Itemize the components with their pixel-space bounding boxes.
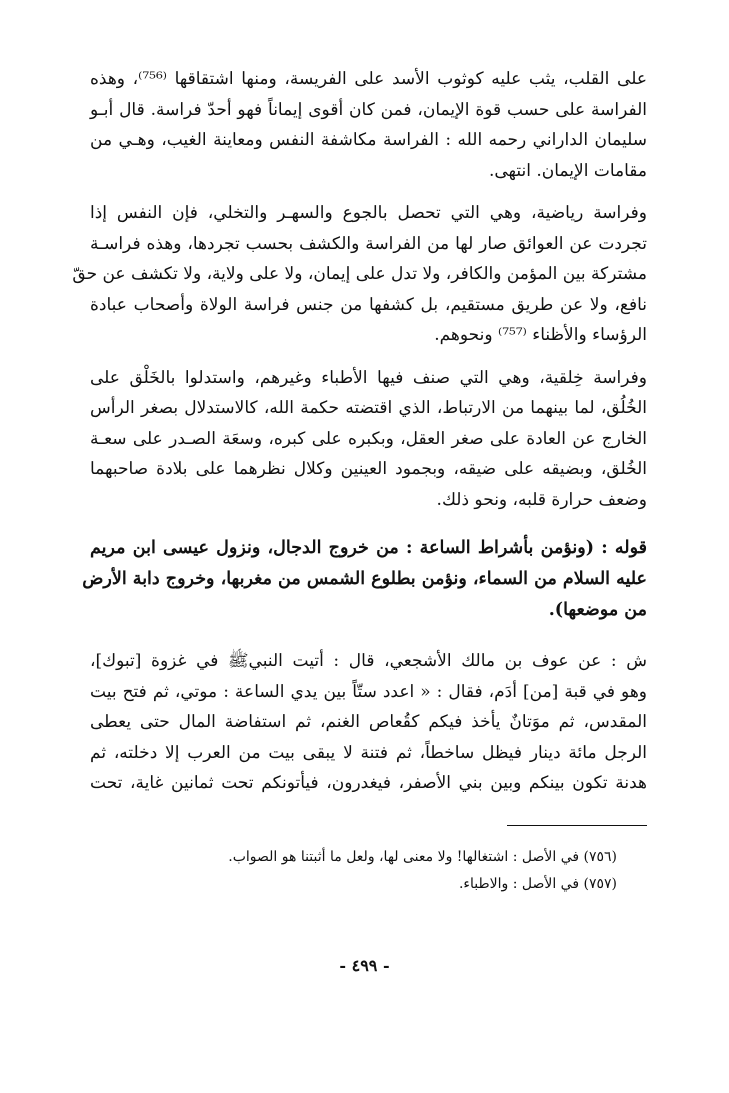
- text-line: وضعف حرارة قلبه، ونحو ذلك.: [436, 489, 647, 510]
- text-line: هدنة تكون بينكم وبين بني الأصفر، فيغدرون، فيأتونكم تحت ثمانين غاية، تحت: [90, 773, 647, 793]
- footnote-757: (٧٥٧) في الأصل : والاطباء.: [458, 875, 617, 892]
- text-line: مشتركة بين المؤمن والكافر، ولا تدل على إيمان، ولا على ولاية، ولا تكشف عن حقّ: [72, 264, 647, 284]
- text-line: الخارج عن العادة على صغر العقل، وبكبره على كبره، وسعَة الصـدر على سعـة: [90, 428, 647, 449]
- commentary-block: [90, 646, 647, 799]
- paragraph: [90, 363, 647, 516]
- text-line: الرؤساء والأظناء ⁽⁷⁵⁷⁾ ونحوهم.: [434, 325, 647, 345]
- footnote-separator: [507, 825, 647, 826]
- text-line: مقامات الإيمان. انتهى.: [488, 160, 647, 181]
- text-line: وفراسة خِلقية، وهي التي صنف فيها الأطباء وغيرهم، واستدلوا بالخَلْق على: [90, 367, 647, 388]
- text-line: من موضعها).: [548, 600, 647, 620]
- paragraph: [72, 198, 647, 351]
- text-line: تجردت عن العوائق صار لها من الفراسة والكشف بحسب تجردها، وهذه فراسـة: [90, 233, 647, 254]
- text-line: على القلب، يثب عليه كوثوب الأسد على الفريسة، ومنها اشتقاقها ⁽⁷⁵⁶⁾، وهذه: [90, 69, 647, 89]
- body-text: [72, 64, 647, 515]
- text-line: الرجل مائة دينار فيظل ساخطاً، ثم فتنة لا يبقى بيت من العرب إلا دخلته، ثم: [90, 742, 647, 763]
- footnotes: [90, 844, 617, 898]
- text-line: وفراسة رياضية، وهي التي تحصل بالجوع والسهـر والتخلي، فإن النفس إذا: [90, 203, 647, 223]
- text-line: الخُلُق، لما بينهما من الارتباط، الذي اقتضته حكمة الله، كالاستدلال بصغر الرأس: [90, 398, 647, 418]
- text-line: الخُلق، وبضيقه على ضيقه، وبجمود العينين وكلال نظرهما على بلادة صاحبهما: [90, 459, 647, 479]
- text-line: عليه السلام من السماء، ونؤمن بطلوع الشمس من مغربها، وخروج دابة الأرض: [82, 569, 647, 589]
- text-line: نافع، ولا عن طريق مستقيم، بل كشفها من جنس فراسة الولاة وأصحاب عبادة: [90, 294, 647, 315]
- paragraph: [90, 64, 647, 186]
- text-line: الفراسة على حسب قوة الإيمان، فمن كان أقوى إيماناً فهو أحدّ فراسة. قال أبـو: [90, 99, 647, 120]
- footnote-756: (٧٥٦) في الأصل : اشتغالها! ولا معنى لها، ولعل ما أثبتنا هو الصواب.: [228, 848, 617, 865]
- text-line: ش : عن عوف بن مالك الأشجعي، قال : أتيت النبيﷺ في غزوة [تبوك]،: [90, 651, 647, 671]
- text-line: المقدس، ثم موَتانٌ يأخذ فيكم كقُعاص الغنم، ثم استفاضة المال حتى يعطى: [90, 712, 647, 732]
- text-line: سليمان الداراني رحمه الله : الفراسة مكاشفة النفس ومعاينة الغيب، وهـي من: [90, 130, 647, 150]
- text-line: وهو في قبة [من] أدَم، فقال : « اعدد ستّاً بين يدي الساعة : موتي، ثم فتح بيت: [90, 681, 647, 702]
- page-number: - ٤٩٩ -: [339, 956, 390, 975]
- text-line: قوله : (ونؤمن بأشراط الساعة : من خروج الدجال، ونزول عيسى ابن مريم: [90, 538, 647, 558]
- quote-block: [82, 533, 647, 626]
